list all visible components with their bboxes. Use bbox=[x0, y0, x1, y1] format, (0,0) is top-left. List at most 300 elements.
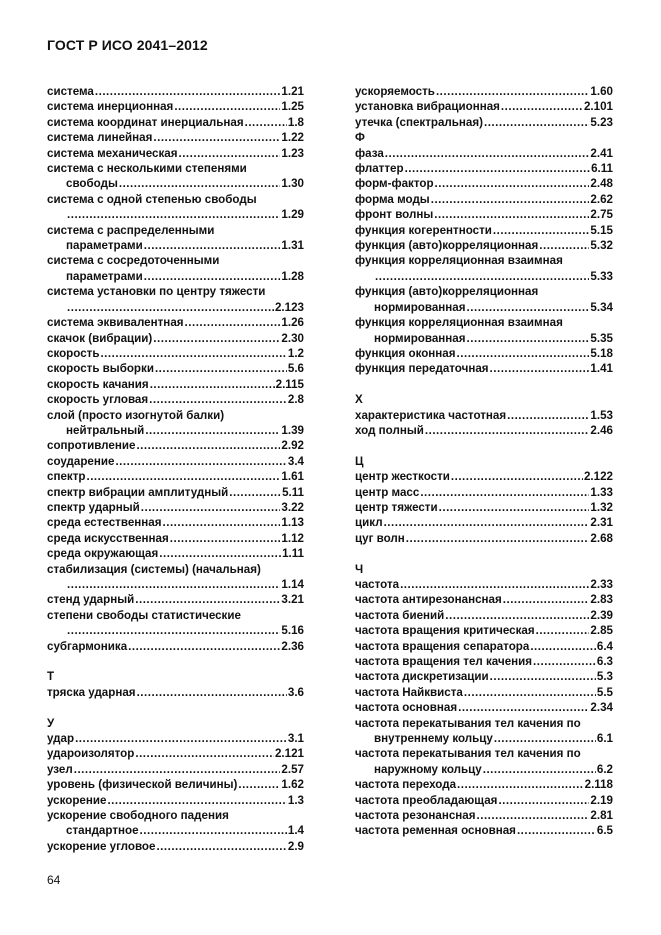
index-entry bbox=[355, 223, 613, 238]
index-entry bbox=[47, 392, 304, 407]
index-term: форм-фактор bbox=[355, 177, 434, 191]
index-term: частота вращения сепаратора bbox=[355, 639, 530, 653]
index-page-ref: 5.5 bbox=[596, 685, 613, 699]
dot-leader bbox=[484, 115, 589, 130]
index-page-ref: 5.11 bbox=[282, 485, 304, 499]
index-entry bbox=[355, 238, 613, 253]
dot-leader bbox=[245, 115, 287, 130]
index-page-ref: 3.21 bbox=[281, 593, 304, 607]
index-page-ref: 1.14 bbox=[281, 578, 304, 591]
index-page-ref: 2.9 bbox=[287, 839, 304, 853]
dot-leader bbox=[74, 762, 281, 777]
index-page-ref: 2.83 bbox=[590, 593, 613, 607]
index-term: система bbox=[47, 85, 94, 98]
index-entry bbox=[355, 623, 613, 638]
index-term: система координат инерциальная bbox=[47, 115, 244, 129]
index-page-ref: 6.2 bbox=[596, 762, 613, 776]
index-letter-heading: Ф bbox=[355, 131, 365, 145]
index-letter-heading: Х bbox=[355, 393, 363, 407]
index-page-ref: 2.57 bbox=[281, 762, 304, 776]
index-term: слой (просто изогнутой балки) bbox=[47, 408, 225, 422]
index-entry bbox=[47, 161, 304, 192]
index-term: скорость выборки bbox=[47, 362, 154, 376]
dot-leader bbox=[185, 315, 281, 330]
index-page-ref: 2.75 bbox=[590, 208, 613, 222]
dot-leader bbox=[501, 99, 583, 114]
index-term: скачок (вибрации) bbox=[47, 331, 153, 345]
dot-leader bbox=[67, 300, 274, 315]
index-entry bbox=[355, 346, 613, 361]
index-term: частота резонансная bbox=[355, 809, 476, 823]
index-term: система установки по центру тяжести bbox=[47, 285, 266, 299]
index-term: удароизолятор bbox=[47, 747, 135, 761]
dot-leader bbox=[483, 762, 596, 777]
index-page-ref: 5.3 bbox=[596, 670, 613, 684]
dot-leader bbox=[457, 346, 590, 361]
index-term: функция передаточная bbox=[355, 362, 489, 376]
index-term: форма моды bbox=[355, 192, 430, 206]
index-entry bbox=[355, 485, 613, 500]
dot-leader bbox=[400, 577, 589, 592]
index-term: система эквивалентная bbox=[47, 316, 184, 330]
index-page-ref: 1.22 bbox=[281, 131, 304, 145]
index-entry bbox=[47, 223, 304, 254]
dot-leader bbox=[384, 515, 590, 530]
index-term: параметрами bbox=[66, 239, 143, 253]
index-entry bbox=[355, 777, 613, 792]
index-term: ускорение угловое bbox=[47, 839, 156, 853]
index-entry bbox=[355, 669, 613, 684]
index-entry bbox=[355, 284, 613, 315]
index-term: частота дискретизации bbox=[355, 670, 489, 684]
index-entry bbox=[355, 146, 613, 161]
index-entry bbox=[47, 639, 304, 654]
index-entry bbox=[355, 115, 613, 130]
index-page-ref: 2.115 bbox=[275, 377, 304, 391]
index-column-right bbox=[355, 84, 613, 839]
index-page-ref: 1.28 bbox=[281, 269, 304, 283]
dot-leader bbox=[136, 438, 280, 453]
index-entry bbox=[47, 485, 304, 500]
section-gap bbox=[355, 438, 613, 453]
index-page-ref: 2.34 bbox=[590, 701, 613, 715]
index-page-ref: 3.22 bbox=[281, 500, 304, 514]
index-term: частота антирезонансная bbox=[355, 593, 502, 607]
dot-leader bbox=[464, 685, 596, 700]
dot-leader bbox=[67, 207, 280, 222]
dot-leader bbox=[435, 176, 590, 191]
index-term: степени свободы статистические bbox=[47, 608, 241, 622]
index-term: ход полный bbox=[355, 423, 424, 437]
index-entry bbox=[47, 500, 304, 515]
index-page-ref: .1.4 bbox=[284, 824, 304, 838]
index-term: стандартное bbox=[66, 824, 139, 838]
index-page-ref: 2.62 bbox=[590, 192, 613, 206]
index-term: цикл bbox=[355, 516, 383, 530]
index-term: частота Найквиста bbox=[355, 685, 463, 699]
index-entry bbox=[47, 793, 304, 808]
index-entry bbox=[47, 346, 304, 361]
dot-leader bbox=[420, 485, 589, 500]
index-page-ref: 1.61 bbox=[281, 470, 304, 484]
index-entry bbox=[355, 515, 613, 530]
index-entry bbox=[47, 762, 304, 777]
index-page-ref: 2.85 bbox=[590, 624, 613, 638]
dot-leader bbox=[507, 408, 589, 423]
dot-leader bbox=[229, 485, 281, 500]
dot-leader bbox=[144, 238, 281, 253]
index-entry bbox=[47, 115, 304, 130]
index-term: ускорение bbox=[47, 793, 107, 807]
dot-leader bbox=[115, 454, 286, 469]
dot-leader bbox=[425, 423, 590, 438]
index-page-ref: 1.32 bbox=[590, 500, 613, 514]
index-term: утечка (спектральная) bbox=[355, 115, 483, 129]
index-entry bbox=[47, 531, 304, 546]
dot-leader bbox=[436, 84, 589, 99]
dot-leader bbox=[467, 331, 590, 346]
index-entry bbox=[47, 746, 304, 761]
dot-leader bbox=[86, 469, 280, 484]
index-page-ref: 2.123 bbox=[274, 300, 304, 314]
dot-leader bbox=[539, 238, 589, 253]
dot-leader bbox=[517, 823, 596, 838]
index-page-ref: 1.26 bbox=[281, 316, 304, 330]
index-term: функция (авто)корреляционная bbox=[355, 239, 539, 253]
dot-leader bbox=[493, 223, 590, 238]
dot-leader bbox=[75, 731, 287, 746]
dot-leader bbox=[153, 331, 280, 346]
dot-leader bbox=[467, 300, 590, 315]
index-entry bbox=[355, 176, 613, 191]
dot-leader bbox=[100, 346, 286, 361]
dot-leader bbox=[434, 207, 589, 222]
dot-leader bbox=[178, 146, 280, 161]
index-page-ref: 3.6 bbox=[287, 685, 304, 699]
index-page-ref: 2.101 bbox=[583, 100, 613, 114]
index-page-ref: 5.32 bbox=[590, 239, 613, 253]
index-entry bbox=[355, 700, 613, 715]
index-entry bbox=[47, 592, 304, 607]
index-entry bbox=[355, 500, 613, 515]
section-gap bbox=[355, 546, 613, 561]
index-entry bbox=[355, 823, 613, 838]
index-entry bbox=[47, 469, 304, 484]
index-letter-heading: У bbox=[47, 716, 55, 730]
index-entry bbox=[355, 469, 613, 484]
index-term: функция корреляционная взаимная bbox=[355, 316, 563, 330]
dot-leader bbox=[140, 823, 284, 838]
index-page-ref: 2.92 bbox=[281, 439, 304, 453]
index-page-ref: 2.41 bbox=[590, 146, 613, 160]
index-term: система механическая bbox=[47, 146, 178, 160]
dot-leader bbox=[155, 361, 287, 376]
dot-leader bbox=[144, 269, 281, 284]
index-entry bbox=[47, 377, 304, 392]
dot-leader bbox=[174, 99, 280, 114]
index-term: функция когерентности bbox=[355, 223, 492, 237]
index-term: центр тяжести bbox=[355, 500, 438, 514]
index-page-ref: 1.33 bbox=[590, 485, 613, 499]
index-page-ref: 1.62 bbox=[281, 778, 304, 792]
index-term: центр жесткости bbox=[355, 470, 450, 484]
dot-leader bbox=[490, 361, 590, 376]
index-term: цуг волн bbox=[355, 531, 405, 545]
index-page-ref: 1.25 bbox=[281, 100, 304, 114]
index-entry bbox=[47, 454, 304, 469]
index-term: наружному кольцу bbox=[374, 762, 482, 776]
index-entry bbox=[47, 777, 304, 792]
index-term: частота основная bbox=[355, 701, 458, 715]
index-term: сопротивление bbox=[47, 439, 136, 453]
dot-leader bbox=[67, 577, 280, 592]
index-entry bbox=[47, 315, 304, 330]
index-page-ref: 6.1 bbox=[596, 732, 613, 746]
index-page-ref: 5.33 bbox=[590, 269, 613, 283]
index-term: ускорение свободного падения bbox=[47, 809, 229, 823]
index-page-ref: 2.121 bbox=[274, 747, 304, 761]
index-term: характеристика частотная bbox=[355, 408, 507, 422]
index-page-ref: 1.30 bbox=[281, 177, 304, 191]
index-entry bbox=[47, 84, 304, 99]
index-term: частота вращения критическая bbox=[355, 624, 535, 638]
index-page-ref: 1.60 bbox=[590, 85, 613, 98]
index-term: частота вращения тел качения bbox=[355, 654, 533, 668]
index-entry bbox=[355, 592, 613, 607]
index-page-ref: 2.8 bbox=[287, 393, 304, 407]
index-term: стенд ударный bbox=[47, 593, 135, 607]
index-page-ref: 1.13 bbox=[281, 516, 304, 530]
index-entry bbox=[47, 99, 304, 114]
index-entry bbox=[355, 408, 613, 423]
index-term: спектр вибрации амплитудный bbox=[47, 485, 229, 499]
index-term: установка вибрационная bbox=[355, 100, 500, 114]
index-page-ref: 2.30 bbox=[281, 331, 304, 345]
index-page-ref: 1.29 bbox=[281, 208, 304, 222]
index-term: среда окружающая bbox=[47, 547, 159, 561]
index-entry bbox=[47, 731, 304, 746]
index-term: частота преобладающая bbox=[355, 793, 498, 807]
index-term: система с одной степенью свободы bbox=[47, 192, 257, 206]
index-term: соударение bbox=[47, 454, 115, 468]
dot-leader bbox=[159, 546, 281, 561]
index-entry bbox=[355, 793, 613, 808]
index-term: функция (авто)корреляционная bbox=[355, 285, 539, 299]
index-page-ref: 3.4 bbox=[287, 454, 304, 468]
dot-leader bbox=[137, 685, 287, 700]
section-gap bbox=[47, 654, 304, 669]
index-page-ref: 1.53 bbox=[590, 408, 613, 422]
index-term: свободы bbox=[66, 177, 118, 191]
index-term: стабилизация (системы) (начальная) bbox=[47, 562, 261, 576]
dot-leader bbox=[451, 469, 583, 484]
index-entry bbox=[47, 361, 304, 376]
dot-leader bbox=[135, 592, 280, 607]
document-header: ГОСТ Р ИСО 2041–2012 bbox=[47, 37, 208, 53]
index-entry bbox=[47, 839, 304, 854]
index-page-ref: 2.81 bbox=[590, 809, 613, 823]
index-page-ref: 1.41 bbox=[590, 362, 613, 376]
index-page-ref: 5.34 bbox=[590, 300, 613, 314]
index-column-left bbox=[47, 84, 304, 854]
dot-leader bbox=[431, 192, 590, 207]
index-page-ref: 1.2 bbox=[287, 346, 304, 360]
index-term: спектр ударный bbox=[47, 500, 140, 514]
index-entry bbox=[47, 515, 304, 530]
index-entry bbox=[47, 284, 304, 315]
index-term: параметрами bbox=[66, 269, 143, 283]
index-page-ref: 2.122 bbox=[583, 470, 613, 484]
index-entry bbox=[355, 99, 613, 114]
index-entry bbox=[355, 608, 613, 623]
index-page-ref: 2.46 bbox=[590, 423, 613, 437]
index-term: удар bbox=[47, 732, 75, 746]
index-letter-heading: Ц bbox=[355, 454, 364, 468]
index-entry bbox=[355, 161, 613, 176]
dot-leader bbox=[406, 531, 590, 546]
dot-leader bbox=[107, 793, 286, 808]
dot-leader bbox=[490, 669, 596, 684]
index-page-ref: 2.68 bbox=[590, 531, 613, 545]
index-term: функция корреляционная взаимная bbox=[355, 254, 563, 268]
section-gap bbox=[355, 377, 613, 392]
index-entry bbox=[47, 608, 304, 639]
index-entry bbox=[355, 84, 613, 99]
dot-leader bbox=[405, 161, 591, 176]
index-page-ref: 6.4 bbox=[596, 639, 613, 653]
index-term: частота перехода bbox=[355, 778, 457, 792]
index-page-ref: 1.12 bbox=[281, 531, 304, 545]
index-letter-heading: Ч bbox=[355, 562, 364, 576]
dot-leader bbox=[67, 623, 280, 638]
index-entry bbox=[355, 423, 613, 438]
index-term: субгармоника bbox=[47, 639, 128, 653]
index-page-ref: 2.48 bbox=[590, 177, 613, 191]
index-entry bbox=[355, 192, 613, 207]
index-entry bbox=[47, 331, 304, 346]
index-entry bbox=[355, 746, 613, 777]
index-term: частота ременная основная bbox=[355, 824, 516, 838]
index-term: среда естественная bbox=[47, 516, 162, 530]
index-page-ref: 3.1 bbox=[287, 732, 304, 746]
index-term: спектр bbox=[47, 470, 86, 484]
index-entry bbox=[47, 192, 304, 223]
index-page-ref: 1.31 bbox=[281, 239, 304, 253]
index-page-ref: 5.15 bbox=[590, 223, 613, 237]
index-entry bbox=[47, 546, 304, 561]
index-page-ref: 2.33 bbox=[590, 577, 613, 591]
index-page-ref: 5.16 bbox=[281, 624, 304, 638]
dot-leader bbox=[238, 777, 280, 792]
index-page-ref: 6.3 bbox=[596, 654, 613, 668]
index-term: нейтральный bbox=[66, 423, 145, 437]
index-term: скорость качания bbox=[47, 377, 149, 391]
index-entry bbox=[47, 253, 304, 284]
dot-leader bbox=[156, 839, 286, 854]
index-term: уровень (физической величины) bbox=[47, 778, 238, 792]
index-letter-heading: Т bbox=[47, 670, 55, 684]
dot-leader bbox=[149, 392, 287, 407]
dot-leader bbox=[457, 777, 584, 792]
index-page-ref: 5.35 bbox=[590, 331, 613, 345]
dot-leader bbox=[163, 515, 281, 530]
index-term: частота перекатывания тел качения по bbox=[355, 747, 581, 761]
dot-leader bbox=[445, 608, 589, 623]
index-page-ref: 6.5 bbox=[596, 824, 613, 838]
index-entry bbox=[47, 808, 304, 839]
index-page-ref: 5.6 bbox=[287, 362, 304, 376]
dot-leader bbox=[439, 500, 590, 515]
index-page-ref: 2.36 bbox=[281, 639, 304, 653]
dot-leader bbox=[141, 500, 281, 515]
index-entry bbox=[355, 716, 613, 747]
page-number: 64 bbox=[47, 873, 61, 887]
index-entry bbox=[355, 654, 613, 669]
index-term: частота перекатывания тел качения по bbox=[355, 716, 581, 730]
dot-leader bbox=[458, 700, 589, 715]
index-term: скорость угловая bbox=[47, 393, 149, 407]
index-entry bbox=[47, 408, 304, 439]
index-entry bbox=[355, 808, 613, 823]
index-term: тряска ударная bbox=[47, 685, 136, 699]
index-entry bbox=[355, 531, 613, 546]
index-page-ref: 2.118 bbox=[584, 778, 613, 792]
index-entry bbox=[47, 562, 304, 593]
index-page-ref: 1.23 bbox=[281, 146, 304, 160]
dot-leader bbox=[153, 130, 280, 145]
index-term: система с несколькими степенями bbox=[47, 162, 247, 176]
index-term: частота биений bbox=[355, 608, 445, 622]
index-term: среда искусственная bbox=[47, 531, 169, 545]
index-term: функция оконная bbox=[355, 346, 456, 360]
index-page-ref: 1.8 bbox=[287, 115, 304, 129]
index-page-ref: 5.23 bbox=[590, 115, 613, 129]
index-page-ref: 1.21 bbox=[281, 85, 304, 98]
index-page-ref: 2.19 bbox=[590, 793, 613, 807]
index-page-ref: 1.39 bbox=[281, 423, 304, 437]
index-page-ref: 1.11 bbox=[282, 547, 304, 561]
index-entry bbox=[355, 639, 613, 654]
index-term: нормированная bbox=[374, 331, 466, 345]
index-term: узел bbox=[47, 762, 73, 776]
index-entry bbox=[355, 315, 613, 346]
index-entry bbox=[355, 207, 613, 222]
index-term: внутреннему кольцу bbox=[374, 732, 493, 746]
index-term: система с сосредоточенными bbox=[47, 254, 220, 268]
dot-leader bbox=[95, 84, 281, 99]
index-term: ускоряемость bbox=[355, 85, 435, 98]
index-term: флаттер bbox=[355, 162, 404, 176]
index-term: скорость bbox=[47, 346, 100, 360]
index-entry bbox=[355, 253, 613, 284]
index-term: нормированная bbox=[374, 300, 466, 314]
dot-leader bbox=[503, 592, 590, 607]
dot-leader bbox=[145, 423, 280, 438]
index-page-ref: 2.39 bbox=[590, 608, 613, 622]
index-page-ref: 2.31 bbox=[590, 516, 613, 530]
dot-leader bbox=[385, 146, 590, 161]
index-entry bbox=[355, 577, 613, 592]
dot-leader bbox=[119, 176, 281, 191]
section-gap bbox=[47, 700, 304, 715]
dot-leader bbox=[375, 269, 589, 284]
index-entry bbox=[355, 685, 613, 700]
index-page-ref: 1.3 bbox=[287, 793, 304, 807]
dot-leader bbox=[498, 793, 589, 808]
index-entry bbox=[47, 685, 304, 700]
index-term: система линейная bbox=[47, 131, 153, 145]
index-term: частота bbox=[355, 577, 400, 591]
